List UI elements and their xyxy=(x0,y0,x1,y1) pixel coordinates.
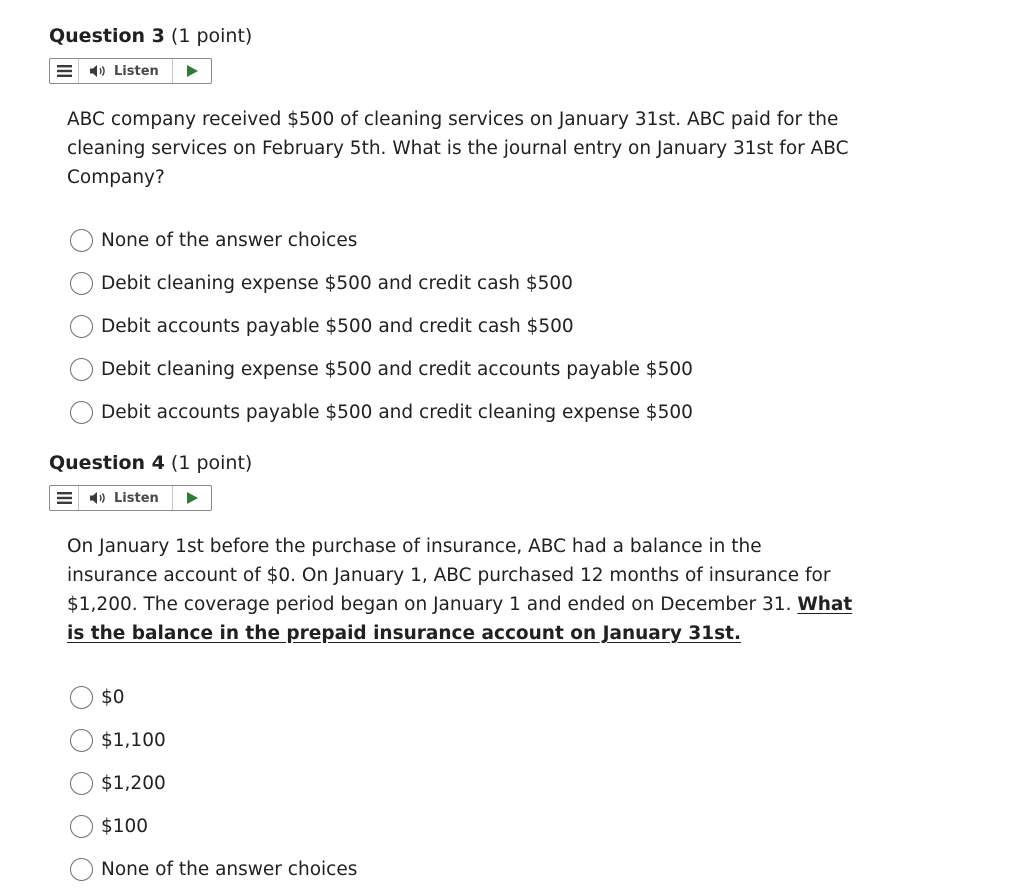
radio-button[interactable] xyxy=(70,315,93,338)
play-button[interactable] xyxy=(173,59,211,83)
question-points: (1 point) xyxy=(164,452,253,474)
answer-option-label: None of the answer choices xyxy=(101,859,358,880)
question-text xyxy=(67,105,857,192)
answer-option[interactable] xyxy=(70,676,909,719)
answer-options xyxy=(70,676,909,891)
listen-button[interactable] xyxy=(79,486,173,510)
answer-option-label: $0 xyxy=(101,687,125,708)
question-header xyxy=(49,449,909,477)
answer-option[interactable] xyxy=(70,848,909,891)
answer-option[interactable] xyxy=(70,391,909,434)
listen-label: Listen xyxy=(114,490,159,506)
answer-option-label: Debit cleaning expense $500 and credit cash $500 xyxy=(101,273,573,294)
listen-menu-button[interactable] xyxy=(50,59,79,83)
radio-button[interactable] xyxy=(70,272,93,295)
answer-option-label: $100 xyxy=(101,816,149,837)
answer-options xyxy=(70,219,909,434)
answer-option[interactable] xyxy=(70,348,909,391)
radio-button[interactable] xyxy=(70,686,93,709)
question-number: Question 4 xyxy=(49,452,165,474)
question-text-body: On January 1st before the purchase of insurance, ABC had a balance in the insurance account of $0. On January 1, ABC purchased 12 months of insurance for $1,200. The coverage period began on January 1 and ended on December 31. xyxy=(67,536,831,615)
radio-button[interactable] xyxy=(70,729,93,752)
radio-button[interactable] xyxy=(70,401,93,424)
answer-option-label: Debit cleaning expense $500 and credit accounts payable $500 xyxy=(101,359,693,380)
speaker-icon xyxy=(89,64,114,78)
answer-option-label: $1,100 xyxy=(101,730,166,751)
question-points: (1 point) xyxy=(164,25,253,47)
question-4 xyxy=(49,449,909,891)
answer-option[interactable] xyxy=(70,219,909,262)
answer-option[interactable] xyxy=(70,805,909,848)
answer-option[interactable] xyxy=(70,762,909,805)
answer-option-label: $1,200 xyxy=(101,773,166,794)
radio-button[interactable] xyxy=(70,858,93,881)
question-text xyxy=(67,532,857,648)
question-text-body: ABC company received $500 of cleaning services on January 31st. ABC paid for the cleaning services on February 5th. What is the journal entry on January 31st for ABC Company? xyxy=(67,109,849,188)
answer-option[interactable] xyxy=(70,305,909,348)
answer-option[interactable] xyxy=(70,719,909,762)
listen-toolbar xyxy=(49,58,212,84)
hamburger-menu-icon xyxy=(57,65,72,77)
listen-label: Listen xyxy=(114,63,159,79)
speaker-icon xyxy=(89,491,114,505)
radio-button[interactable] xyxy=(70,358,93,381)
question-header xyxy=(49,22,909,50)
hamburger-menu-icon xyxy=(57,492,72,504)
play-icon xyxy=(187,489,198,508)
play-icon xyxy=(187,62,198,81)
answer-option-label: Debit accounts payable $500 and credit cleaning expense $500 xyxy=(101,402,693,423)
radio-button[interactable] xyxy=(70,815,93,838)
answer-option-label: Debit accounts payable $500 and credit cash $500 xyxy=(101,316,574,337)
question-text-emphasis: What is the balance in the prepaid insurance account on January 31st. xyxy=(67,594,853,644)
answer-option-label: None of the answer choices xyxy=(101,230,358,251)
radio-button[interactable] xyxy=(70,229,93,252)
listen-button[interactable] xyxy=(79,59,173,83)
question-number: Question 3 xyxy=(49,25,165,47)
play-button[interactable] xyxy=(173,486,211,510)
listen-toolbar xyxy=(49,485,212,511)
question-3 xyxy=(49,22,909,434)
answer-option[interactable] xyxy=(70,262,909,305)
radio-button[interactable] xyxy=(70,772,93,795)
listen-menu-button[interactable] xyxy=(50,486,79,510)
